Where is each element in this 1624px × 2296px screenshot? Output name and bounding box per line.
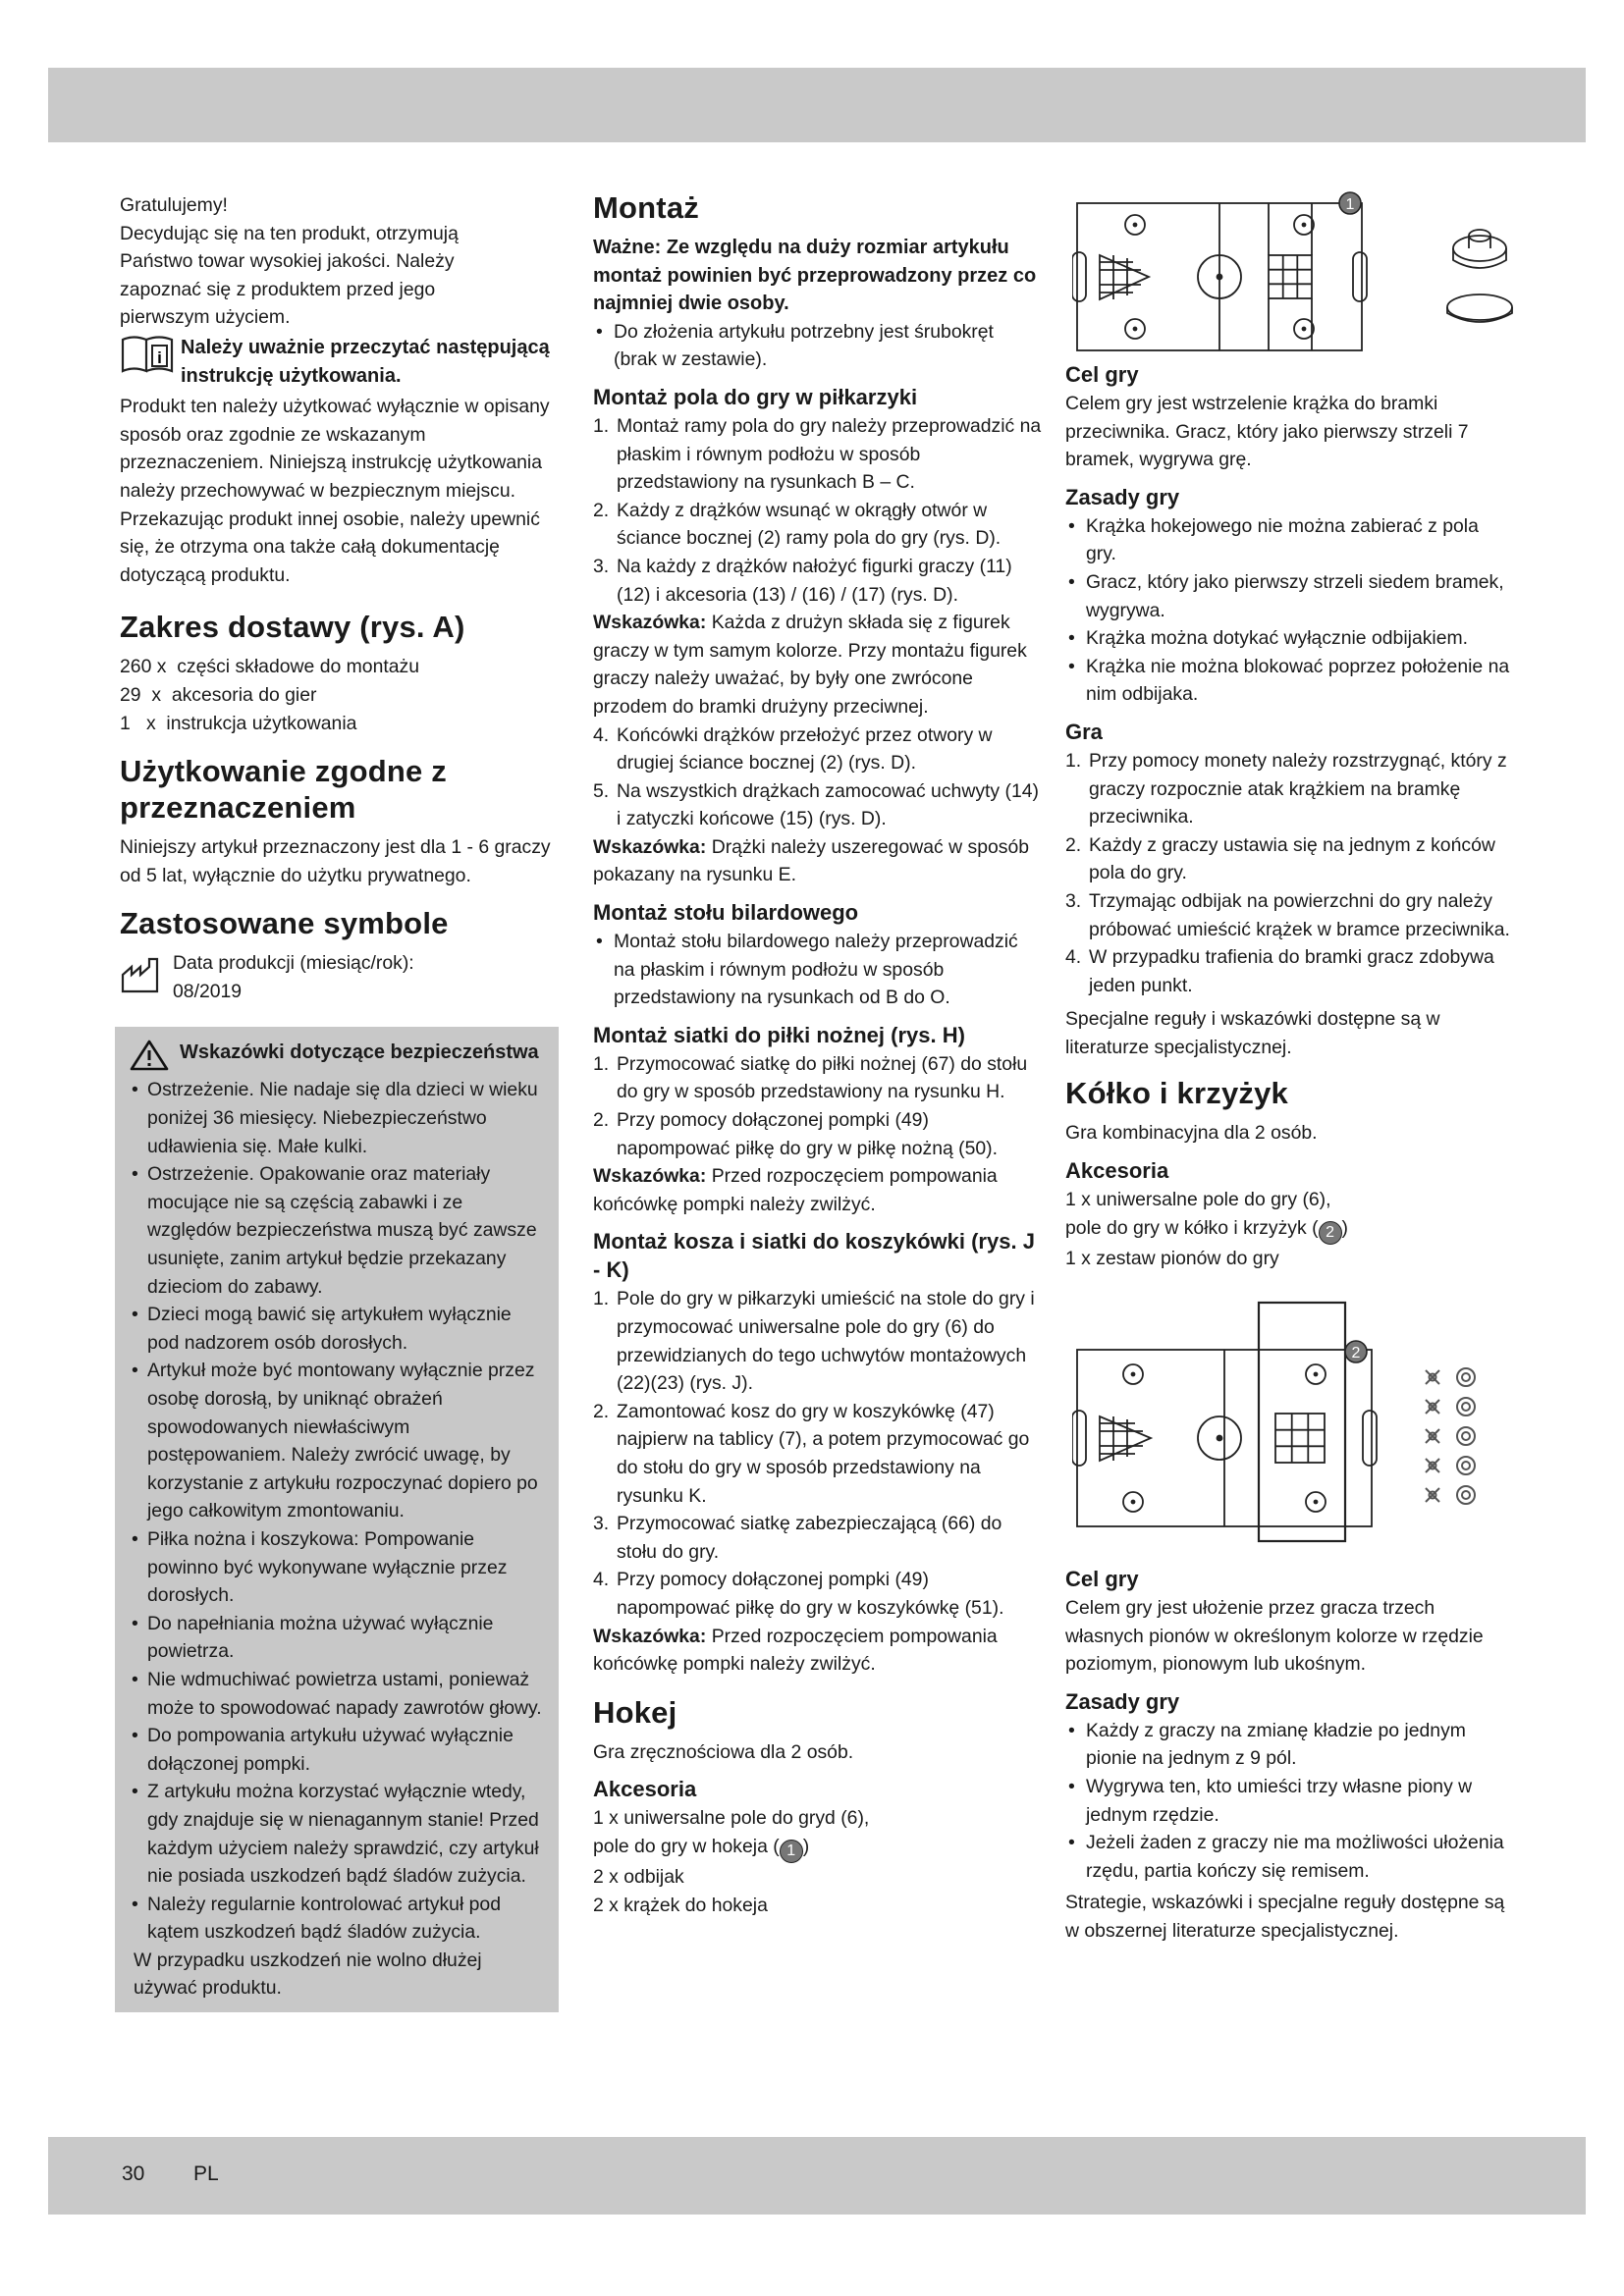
intro-line: pierwszym użyciem. — [120, 306, 291, 329]
book-info-icon — [120, 334, 177, 375]
list-item: 2. Każdy z graczy ustawia się na jednym z końców pola do gry. — [1065, 833, 1495, 884]
footer-bar — [48, 2137, 1586, 2215]
soccer-steps — [593, 1050, 1042, 1162]
list-item: • Do napełniania można używać wyłącznie powietrza. — [129, 1610, 545, 1666]
goal2-heading: Cel gry — [1065, 1567, 1139, 1591]
list-item: • Krążka nie można blokować poprzez położenie na nim odbijaka. — [1065, 653, 1512, 709]
list-item: 4. W przypadku trafienia do bramki gracz zdobywa jeden punkt. — [1065, 946, 1494, 996]
list-item: 5. Na wszystkich drążkach zamocować uchwyty (14) i zatyczki końcowe (15) (rys. D). — [593, 779, 1039, 830]
list-item: • Należy regularnie kontrolować artykuł pod kątem uszkodzeń bądź śladów zużycia. — [129, 1891, 545, 1947]
column-left — [120, 191, 562, 2012]
list-item: • Wygrywa ten, kto umieści trzy własne piony w jednym rzędzie. — [1065, 1773, 1512, 1829]
list-item: • Nie wdmuchiwać powietrza ustami, ponieważ może to spowodować napady zawrotów głowy. — [129, 1666, 545, 1722]
rules-list — [1065, 512, 1512, 709]
column-middle — [593, 191, 1042, 1919]
safety-list — [129, 1076, 545, 1946]
column-right — [1065, 351, 1512, 1272]
list-item: 2. Zamontować kosz do gry w koszykówkę (47) najpierw na tablicy (7), a potem przymocować go do stołu do gry w sposób przedstawiony na rysunku K. — [593, 1400, 1030, 1507]
list-item: • Ostrzeżenie. Nie nadaje się dla dzieci w wieku poniżej 36 miesięcy. Niebezpieczeństwo udławienia się. Małe kulki. — [129, 1076, 545, 1160]
ttt-heading: Kółko i krzyżyk — [1065, 1076, 1288, 1111]
acc-line: 1 x uniwersalne pole do gry (6), — [1065, 1189, 1331, 1211]
symbols-heading: Zastosowane symbole — [120, 906, 449, 941]
hint: Wskazówka: Przed rozpoczęciem pompowania końcówkę pompki należy zwilżyć. — [593, 1625, 998, 1676]
list-item: • Artykuł może być montowany wyłącznie przez osobę dorosłą, by uniknąć obrażeń spowodowanych niewłaściwym postępowaniem. Należy zwrócić uwagę, by korzystanie z artykułu rozpoczynać dopiero po jego całkowitym zmontowaniu. — [129, 1357, 545, 1525]
symbol-text: Data produkcji (miesiąc/rok): — [173, 952, 414, 975]
ttt-sub: Gra kombinacyjna dla 2 osób. — [1065, 1122, 1318, 1145]
foosball-steps — [593, 412, 1042, 609]
warning-icon — [129, 1039, 170, 1072]
intro-line: Państwo towar wysokiej jakości. Należy — [120, 250, 455, 273]
acc-line: 1 x uniwersalne pole do gryd (6), — [593, 1807, 870, 1830]
acc-line: 2 x krążek do hokeja — [593, 1894, 768, 1916]
rules2-heading: Zasady gry — [1065, 1688, 1180, 1714]
list-item: • Ostrzeżenie. Opakowanie oraz materiały mocujące nie są częścią zabawki i ze względów bezpieczeństwa muszą być zawsze usunięte, zanim artykuł będzie przekazany dzieciom do zabawy. — [129, 1160, 545, 1301]
list-item: • Z artykułu można korzystać wyłącznie wtedy, gdy znajduje się w nienagannym stanie! Przed każdym użyciem należy sprawdzić, czy artykuł nie posiada uszkodzeń bądź śladów zużycia. — [129, 1778, 545, 1890]
hint: Wskazówka: Drążki należy uszeregować w sposób pokazany na rysunku E. — [593, 835, 1030, 886]
hint: Wskazówka: Przed rozpoczęciem pompowania końcówkę pompki należy zwilżyć. — [593, 1165, 998, 1215]
hockey-heading: Hokej — [593, 1694, 677, 1730]
list-item: 1. Montaż ramy pola do gry należy przeprowadzić na płaskim i równym podłożu w sposób przedstawiony na rysunkach B – C. — [593, 414, 1042, 494]
marker-2-icon — [1345, 1341, 1367, 1362]
foosball-steps-2 — [593, 721, 1042, 833]
list-item: • Piłka nożna i koszykowa: Pompowanie powinno być wykonywane wyłącznie przez dorosłych. — [129, 1525, 545, 1610]
list-item: • Krążka można dotykać wyłącznie odbijakiem. — [1065, 624, 1512, 653]
list-item: 3. Na każdy z drążków nałożyć figurki graczy (11)(12) i akcesoria (13) / (16) / (17) (rys. D). — [593, 555, 1012, 606]
tool-list — [593, 318, 1042, 374]
special-text: Specjalne reguły i wskazówki dostępne są w literaturze specjalistycznej. — [1065, 1008, 1440, 1058]
list-item: 4. Przy pomocy dołączonej pompki (49) napompować piłkę do gry w koszykówkę (51). — [593, 1569, 1004, 1619]
list-item: 3. Przymocować siatkę zabezpieczającą (66) do stołu do gry. — [593, 1513, 1002, 1563]
important-note: Ważne: Ze względu na duży rozmiar artykułu montaż powinien być przeprowadzony przez co najmniej dwie osoby. — [593, 237, 1037, 315]
scope-item: 29 x akcesoria do gier — [120, 683, 317, 706]
intro-line: Decydując się na ten produkt, otrzymują — [120, 222, 459, 244]
acc-line: pole do gry w hokeja ( 1 ) — [593, 1833, 1042, 1863]
basket-heading: Montaż kosza i siatki do koszykówki (rys. J - K) — [593, 1229, 1035, 1283]
foosball-heading: Montaż pola do gry w piłkarzyki — [593, 384, 918, 409]
list-item: 1. Pole do gry w piłkarzyki umieścić na stole do gry i przymocować uniwersalne pole do gry (6) do przewidzianych do tego uchwytów montażowych (22)(23) (rys. J). — [593, 1288, 1035, 1395]
soccer-heading: Montaż siatki do piłki nożnej (rys. H) — [593, 1022, 965, 1047]
ttt-acc-heading: Akcesoria — [1065, 1158, 1169, 1184]
list-item: • Krążka hokejowego nie można zabierać z pola gry. — [1065, 512, 1512, 568]
marker-1-icon: 1 — [780, 1840, 803, 1863]
intended-heading: Użytkowanie zgodne z przeznaczeniem — [120, 754, 447, 826]
list-item: 1. Przymocować siatkę do piłki nożnej (67) do stołu do gry w sposób przedstawiony na rysunku H. — [593, 1052, 1028, 1103]
acc-line: pole do gry w kółko i krzyżyk ( 2 ) — [1065, 1214, 1512, 1245]
intro-line: zapoznać się z produktem przed jego — [120, 278, 436, 300]
final-text: Strategie, wskazówki i specjalne reguły dostępne są w obszernej literaturze specjalistycznej. — [1065, 1892, 1505, 1942]
goal2-text: Celem gry jest ułożenie przez gracza trzech własnych pionów w określonym kolorze w rzędzie poziomym, pionowym lub ukośnym. — [1065, 1597, 1484, 1676]
billiard-heading: Montaż stołu bilardowego — [593, 900, 859, 926]
scope-item: 260 x części składowe do montażu — [120, 656, 420, 678]
goal-heading: Cel gry — [1065, 362, 1139, 387]
note-bold-text: Należy uważnie przeczytać następującą instrukcję użytkowania. — [181, 336, 550, 387]
acc-line: 2 x odbijak — [593, 1865, 684, 1888]
intro-line: Gratulujemy! — [120, 194, 228, 216]
svg-text:2: 2 — [1351, 1345, 1361, 1362]
list-item: • Jeżeli żaden z graczy nie ma możliwości ułożenia rzędu, partia kończy się remisem. — [1065, 1829, 1512, 1885]
list-item: • Montaż stołu bilardowego należy przeprowadzić na płaskim i równym podłożu w sposób przedstawiony na rysunkach od B do O. — [593, 928, 1042, 1012]
list-item: • Dzieci mogą bawić się artykułem wyłącznie pod nadzorem osób dorosłych. — [129, 1301, 545, 1357]
language-code: PL — [193, 2163, 219, 2185]
tictactoe-field-figure — [1072, 1301, 1534, 1546]
marker-1-icon — [1339, 192, 1361, 214]
scope-heading: Zakres dostawy (rys. A) — [120, 610, 465, 645]
hockey-sub: Gra zręcznościowa dla 2 osób. — [593, 1740, 854, 1763]
symbol-date: 08/2019 — [173, 980, 243, 1002]
game-heading: Gra — [1065, 719, 1103, 744]
header-bar — [48, 68, 1586, 142]
list-item: • Gracz, który jako pierwszy strzeli siedem bramek, wygrywa. — [1065, 568, 1512, 624]
list-item: 2. Przy pomocy dołączonej pompki (49) napompować piłkę do gry w piłkę nożną (50). — [593, 1109, 999, 1159]
column-right-lower — [1065, 1556, 1512, 1946]
svg-text:1: 1 — [1345, 196, 1355, 213]
scope-item: 1 x instrukcja użytkowania — [120, 712, 357, 734]
pieces-set — [1426, 1368, 1475, 1504]
hockey-field-figure — [1072, 191, 1534, 358]
safety-heading — [129, 1039, 545, 1072]
hint: Wskazówka: Każda z drużyn składa się z figurek graczy w tym samym kolorze. Przy montażu figurek graczy należy uważać, by były one zwrócone przodem do bramki drużyny przeciwnej. — [593, 612, 1027, 718]
list-item: 4. Końcówki drążków przełożyć przez otwory w drugiej ściance bocznej (2) (rys. D). — [593, 723, 993, 774]
hockey-acc-heading: Akcesoria — [593, 1777, 697, 1802]
list-item: • Do złożenia artykułu potrzebny jest śrubokręt (brak w zestawie). — [593, 318, 1042, 374]
list-item: 2. Każdy z drążków wsunąć w okrągły otwór w ściance bocznej (2) ramy pola do gry (rys. D). — [593, 499, 1001, 550]
billiard-list — [593, 928, 1042, 1012]
list-item: • Każdy z graczy na zmianę kładzie po jednym pionie na jednym z 9 pól. — [1065, 1717, 1512, 1773]
svg-text:i: i — [157, 347, 162, 367]
read-instructions-note — [120, 334, 562, 390]
intended-use-text: Produkt ten należy użytkować wyłącznie w opisany sposób oraz zgodnie ze wskazanym przeznaczeniem. Niniejszą instrukcję użytkowania należy przechowywać w bezpiecznym miejscu. Przekazując produkt innej osobie, należy upewnić się, że otrzyma ona także całą dokumentację dotyczącą produktu. — [120, 396, 550, 586]
basket-steps — [593, 1285, 1042, 1622]
list-item: • Do pompowania artykułu używać wyłącznie dołączonej pompki. — [129, 1722, 545, 1778]
list-item: 1. Przy pomocy monety należy rozstrzygnąć, który z graczy rozpocznie atak krążkiem na bramkę przeciwnika. — [1065, 749, 1507, 828]
safety-tail: W przypadku uszkodzeń nie wolno dłużej używać produktu. — [134, 1949, 482, 2000]
safety-title: Wskazówki dotyczące bezpieczeństwa — [180, 1041, 539, 1064]
goal-text: Celem gry jest wstrzelenie krążka do bramki przeciwnika. Gracz, który jako pierwszy strzeli 7 bramek, wygrywa grę. — [1065, 393, 1469, 471]
production-date-symbol — [120, 949, 562, 1005]
safety-box — [115, 1027, 559, 2012]
page-number: 30 — [122, 2163, 145, 2185]
marker-2-icon: 2 — [1319, 1221, 1342, 1245]
list-item: 3. Trzymając odbijak na powierzchni do gry należy próbować umieścić krążek w bramce przeciwnika. — [1065, 889, 1510, 940]
assembly-heading: Montaż — [593, 190, 699, 225]
acc-line: 1 x zestaw pionów do gry — [1065, 1247, 1279, 1269]
rules2-list — [1065, 1717, 1512, 1886]
game-steps — [1065, 747, 1512, 999]
rules-heading: Zasady gry — [1065, 484, 1180, 509]
factory-icon — [120, 955, 169, 994]
intended-text: Niniejszy artykuł przeznaczony jest dla 1 - 6 graczy od 5 lat, wyłącznie do użytku prywatnego. — [120, 836, 551, 886]
